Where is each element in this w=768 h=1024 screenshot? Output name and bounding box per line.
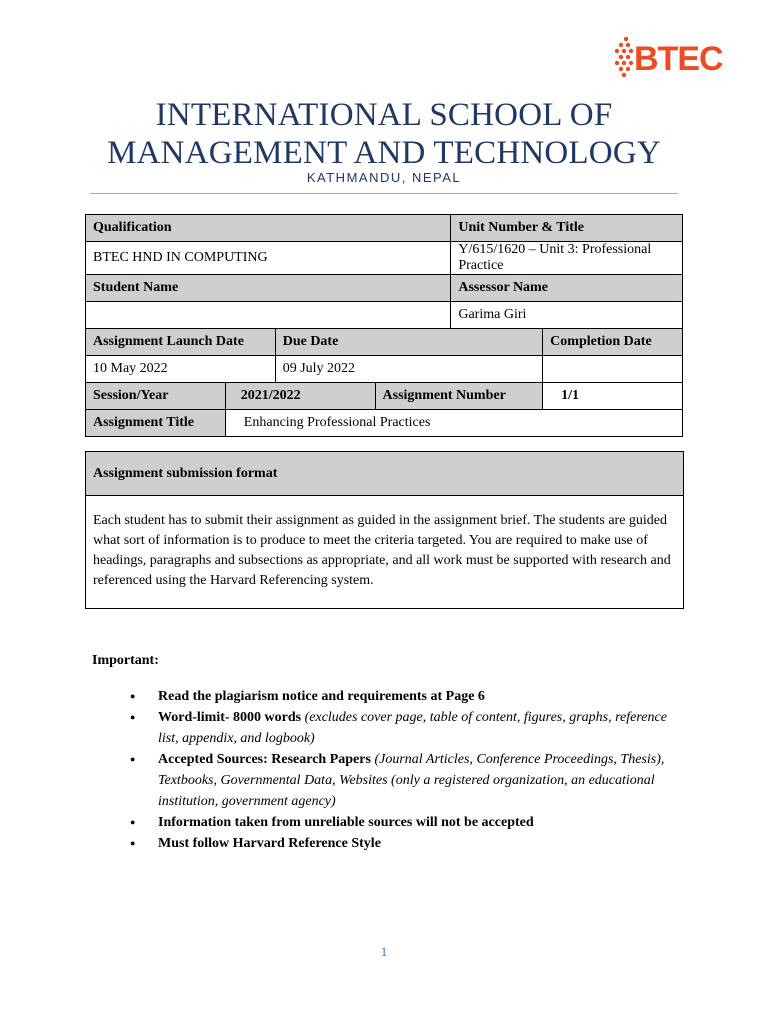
logo-dots-icon — [612, 36, 636, 84]
submission-format-box — [85, 451, 684, 609]
header-divider — [90, 193, 678, 194]
table-row — [86, 356, 683, 383]
due-date-label: Due Date — [275, 329, 542, 356]
submission-format-heading: Assignment submission format — [86, 452, 683, 496]
launch-date-value: 10 May 2022 — [86, 356, 276, 383]
table-row — [86, 410, 683, 437]
assignment-title-label: Assignment Title — [86, 410, 226, 437]
table-row — [86, 215, 683, 242]
assignment-number-value: 1/1 — [543, 383, 683, 410]
session-year-value: 2021/2022 — [225, 383, 375, 410]
assessor-name-value: Garima Giri — [451, 302, 683, 329]
unit-label: Unit Number & Title — [451, 215, 683, 242]
completion-date-label: Completion Date — [543, 329, 683, 356]
list-item-bold: Must follow Harvard Reference Style — [158, 836, 381, 851]
completion-date-value — [543, 356, 683, 383]
list-item-italic: (excludes cover page, table of content, figures, graphs, reference list, appendix, and logbook) — [158, 710, 667, 746]
list-item-bold: Read the plagiarism notice and requirements at Page 6 — [158, 689, 485, 704]
school-title-line2: MANAGEMENT AND TECHNOLOGY — [107, 135, 661, 171]
school-title-line1: INTERNATIONAL SCHOOL OF — [155, 97, 613, 133]
list-item — [130, 686, 670, 707]
session-year-label: Session/Year — [86, 383, 226, 410]
launch-date-label: Assignment Launch Date — [86, 329, 276, 356]
table-row — [86, 302, 683, 329]
table-row — [86, 329, 683, 356]
list-item — [130, 749, 670, 812]
table-row — [86, 383, 683, 410]
submission-format-body: Each student has to submit their assignment as guided in the assignment brief. The students are guided what sort of information is to produce to meet the criteria targeted. You are required to make use of headings, paragraphs and subsections as appropriate, and all work must be supported with research and referenced using the Harvard Referencing system. — [93, 513, 671, 588]
school-title — [0, 96, 768, 172]
list-item-bold: Word-limit- 8000 words — [158, 710, 302, 725]
unit-value: Y/615/1620 – Unit 3: Professional Practice — [451, 242, 683, 275]
qualification-value: BTEC HND IN COMPUTING — [86, 242, 451, 275]
table-row — [86, 275, 683, 302]
list-item — [130, 833, 670, 854]
list-item — [130, 707, 670, 749]
important-label: Important: — [92, 653, 159, 668]
page-number: 1 — [380, 944, 388, 959]
list-item-italic: (Journal Articles, Conference Proceedings, Thesis), Textbooks, Governmental Data, Websites (only a registered organization, an educational institution, government agency) — [158, 752, 665, 809]
assignment-number-label: Assignment Number — [375, 383, 543, 410]
important-list — [130, 686, 670, 854]
assessor-name-label: Assessor Name — [451, 275, 683, 302]
btec-logo — [612, 36, 722, 84]
assignment-title-value: Enhancing Professional Practices — [225, 410, 682, 437]
list-item-bold: Accepted Sources: Research Papers — [158, 752, 371, 767]
qualification-label: Qualification — [86, 215, 451, 242]
student-name-label: Student Name — [86, 275, 451, 302]
list-item — [130, 812, 670, 833]
assignment-info-table — [85, 214, 683, 437]
list-item-bold: Information taken from unreliable sources will not be accepted — [158, 815, 534, 830]
logo-text: BTEC — [634, 40, 723, 78]
due-date-value: 09 July 2022 — [275, 356, 542, 383]
table-row — [86, 242, 683, 275]
student-name-value — [86, 302, 451, 329]
school-location: KATHMANDU, NEPAL — [306, 170, 462, 185]
